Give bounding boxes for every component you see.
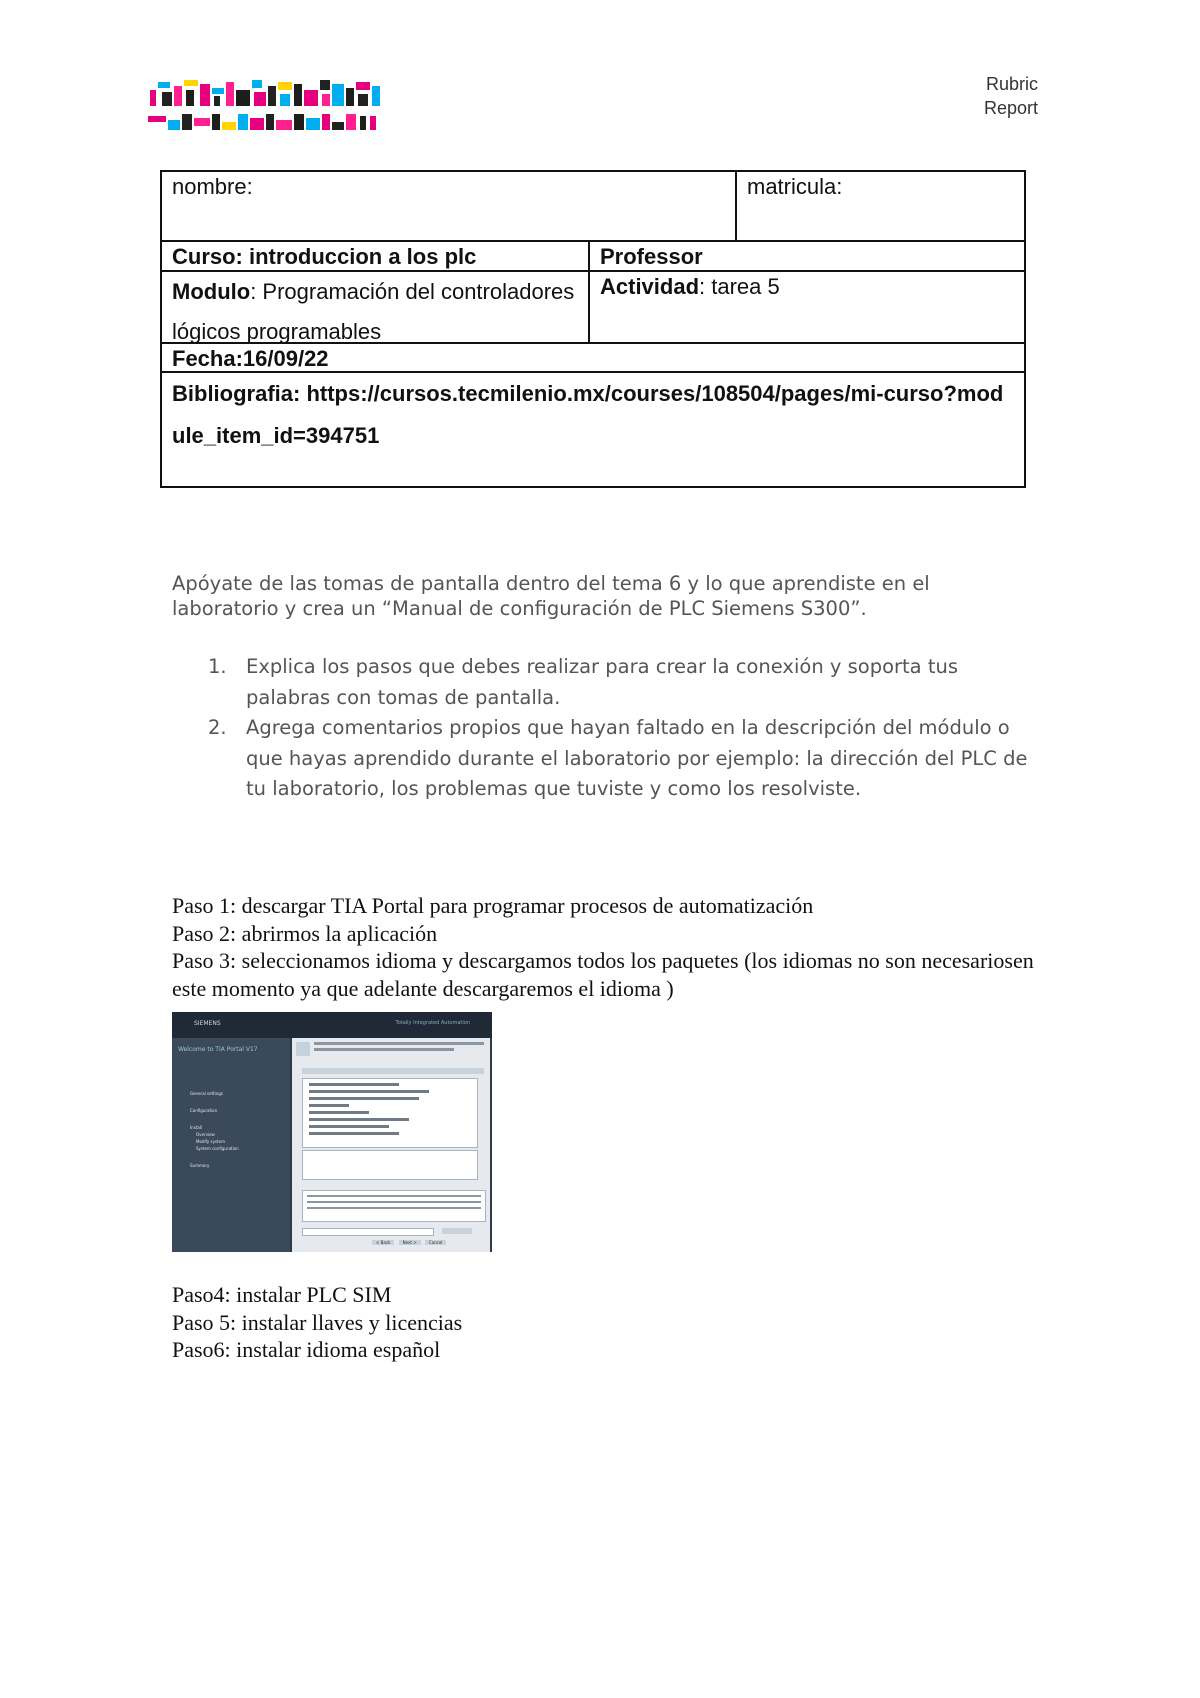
screenshot-next-button: Next > (399, 1240, 421, 1245)
screenshot-path-field (302, 1228, 434, 1236)
screenshot-nav-item: Install (190, 1125, 203, 1130)
matricula-field: matricula: (735, 172, 1024, 240)
bibliografia-field: Bibliografia: https://cursos.tecmilenio.mx/courses/108504/pages/mi-curso?module_item_id=394751 (172, 381, 1004, 448)
modulo-value: : Programación del controladores lógicos programables (172, 279, 575, 344)
screenshot-tagline: Totally Integrated Automation (395, 1020, 470, 1026)
screenshot-content-icon (296, 1042, 310, 1056)
screenshot-cancel-button: Cancel (425, 1240, 447, 1245)
screenshot-text-line (314, 1042, 484, 1045)
curso-field: Curso: introduccion a los plc (172, 244, 477, 269)
screenshot-description-box (302, 1150, 478, 1180)
student-info-table (160, 170, 1026, 488)
report-header (984, 72, 1038, 120)
screenshot-nav-item: System configuration (196, 1146, 239, 1151)
screenshot-nav (190, 1090, 239, 1169)
step-line: Paso 3: seleccionamos idioma y descargamos todos los paquetes (los idiomas no son necesariosen este momento ya que adelante descargaremos el idioma ) (172, 948, 1034, 1001)
header-rubric: Rubric (985, 74, 1038, 94)
screenshot-welcome: Welcome to TIA Portal V17 (178, 1046, 258, 1053)
instruction-text: Agrega comentarios propios que hayan faltado en la descripción del módulo o que hayas aprendido durante el laboratorio por ejemplo: la dirección del PLC de tu laboratorio, los problemas que tuviste y como los resolviste. (246, 716, 1028, 800)
fecha-field: Fecha:16/09/22 (172, 346, 329, 371)
instruction-item (172, 652, 1042, 713)
screenshot-content (292, 1038, 490, 1252)
step-line: Paso6: instalar idioma español (172, 1337, 441, 1362)
screenshot-text-line (314, 1048, 454, 1051)
steps-block-b (172, 1281, 1072, 1364)
steps-block-a (172, 892, 1072, 1002)
step-line: Paso 2: abrirmos la aplicación (172, 920, 438, 946)
instruction-list (172, 652, 1042, 805)
step-line: Paso 5: instalar llaves y licencias (172, 1309, 463, 1335)
screenshot-titlebar (172, 1012, 492, 1038)
header-report: Report (983, 98, 1038, 118)
intro-paragraph: Apóyate de las tomas de pantalla dentro del tema 6 y lo que aprendiste en el laboratorio y crea un “Manual de configuración de PLC Siemens S300”. (172, 572, 930, 620)
screenshot-disk-table (302, 1190, 486, 1222)
instruction-number: 2. (208, 716, 227, 739)
actividad-label: Actividad (600, 274, 700, 299)
instruction-item (172, 713, 1042, 805)
actividad-value: : tarea 5 (699, 274, 780, 299)
instruction-number: 1. (208, 655, 227, 678)
screenshot-nav-item: Summary (190, 1163, 210, 1168)
professor-field: Professor (588, 242, 1024, 270)
screenshot-browse-button (442, 1228, 472, 1234)
screenshot-nav-item: Overview (196, 1132, 215, 1137)
tia-portal-screenshot (172, 1012, 492, 1252)
screenshot-nav-item: Modify system (196, 1139, 225, 1144)
modulo-field (162, 272, 588, 342)
screenshot-nav-item: General settings (190, 1091, 223, 1096)
screenshot-back-button: < Back (372, 1240, 394, 1245)
screenshot-brand: SIEMENS (194, 1020, 221, 1027)
screenshot-toolbar (302, 1068, 484, 1074)
step-line: Paso4: instalar PLC SIM (172, 1282, 392, 1307)
screenshot-tree (302, 1078, 478, 1148)
screenshot-nav-item: Configuration (190, 1108, 218, 1113)
instruction-text: Explica los pasos que debes realizar para crear la conexión y soporta tus palabras con tomas de pantalla. (246, 655, 958, 709)
screenshot-footer-buttons (372, 1240, 446, 1245)
nombre-field: nombre: (172, 174, 253, 199)
university-logo (148, 72, 394, 144)
screenshot-sidebar (172, 1038, 290, 1252)
modulo-label: Modulo (172, 279, 251, 304)
actividad-field (588, 272, 1024, 342)
step-line: Paso 1: descargar TIA Portal para programar procesos de automatización (172, 893, 814, 918)
